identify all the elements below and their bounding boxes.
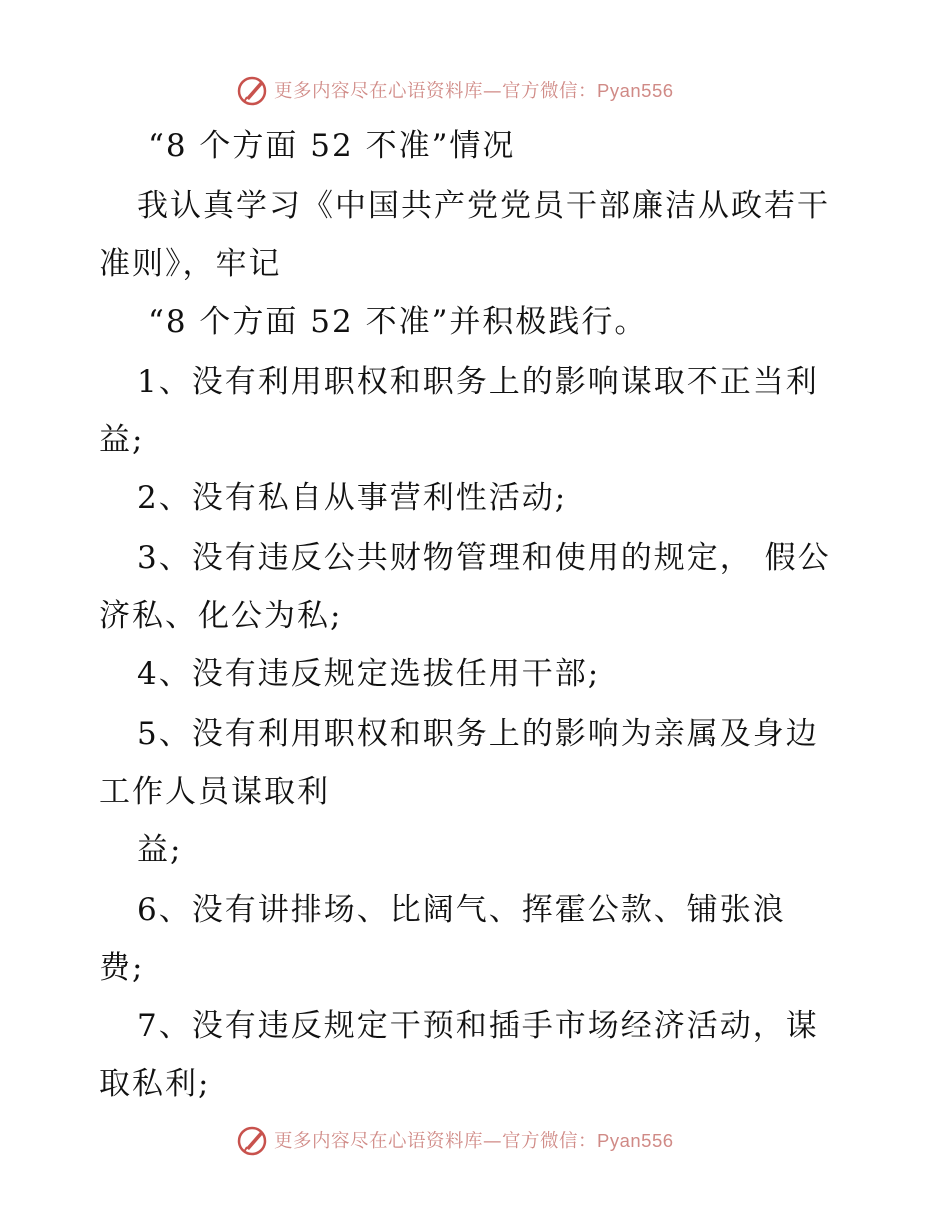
- quill-circle-icon: [236, 1123, 270, 1157]
- doc-line: 济私、化公为私;: [99, 598, 343, 634]
- doc-line: 准则》，牢记: [99, 246, 282, 282]
- doc-line: 我认真学习《中国共产党党员干部廉洁从政若干: [137, 188, 830, 224]
- doc-line: 7、没有违反规定干预和插手市场经济活动，谋: [137, 1008, 819, 1044]
- watermark-label: 更多内容尽在心语资料库—官方微信：Pyan556: [274, 1130, 674, 1152]
- quill-circle-icon: [236, 73, 270, 107]
- doc-line: 取私利;: [99, 1066, 211, 1102]
- watermark-footer: [236, 1122, 674, 1158]
- doc-line: 4、没有违反规定选拔任用干部;: [137, 656, 601, 692]
- doc-line: 益;: [137, 832, 183, 868]
- watermark-header: [236, 72, 674, 108]
- doc-line: 5、没有利用职权和职务上的影响为亲属及身边: [137, 716, 819, 752]
- doc-line: 6、没有讲排场、比阔气、挥霍公款、铺张浪: [137, 892, 786, 928]
- doc-line: 工作人员谋取利: [99, 774, 330, 810]
- doc-title: “8 个方面 52 不准”情况: [148, 128, 516, 164]
- doc-line: 费;: [99, 950, 145, 986]
- doc-line: 益;: [99, 422, 145, 458]
- doc-line: 3、没有违反公共财物管理和使用的规定， 假公: [137, 540, 831, 576]
- doc-line: 2、没有私自从事营利性活动;: [137, 480, 568, 516]
- doc-line: 1、没有利用职权和职务上的影响谋取不正当利: [137, 364, 819, 400]
- doc-line: “8 个方面 52 不准”并积极践行。: [148, 304, 648, 340]
- watermark-label: 更多内容尽在心语资料库—官方微信：Pyan556: [274, 80, 674, 102]
